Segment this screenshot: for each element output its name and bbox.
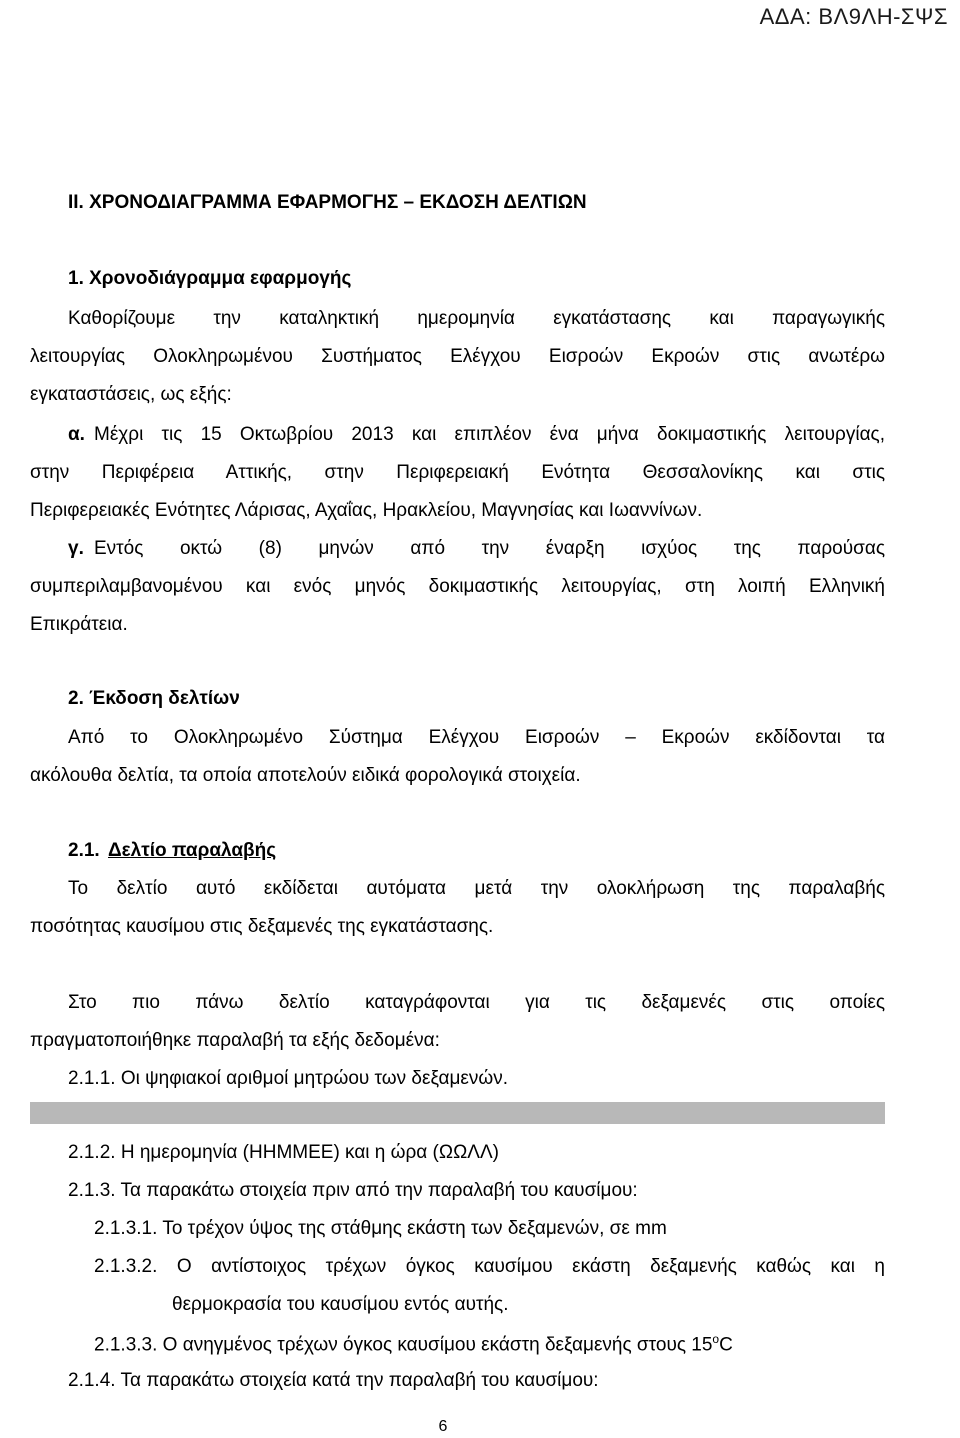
s21-body2-line-2: πραγματοποιήθηκε παραλαβή τα εξής δεδομένα:: [30, 1030, 440, 1051]
item-c-line-1: Εντός οκτώ (8) μηνών από την έναρξη ισχύος της παρούσας: [94, 538, 885, 559]
section-2-heading: 2. Έκδοση δελτίων: [68, 688, 240, 709]
item-c-line-3: Επικράτεια.: [30, 614, 128, 635]
section-1-heading: 1. Χρονοδιάγραμμα εφαρμογής: [68, 268, 352, 289]
s2-body-line-2: ακόλουθα δελτία, τα οποία αποτελούν ειδικά φορολογικά στοιχεία.: [30, 765, 581, 786]
section-2-1-heading: Δελτίο παραλαβής: [108, 840, 277, 861]
item-a-line-3: Περιφερειακές Ενότητες Λάρισας, Αχαΐας, Ηρακλείου, Μαγνησίας και Ιωαννίνων.: [30, 500, 703, 521]
item-a-line-2: στην Περιφέρεια Αττικής, στην Περιφερειακή Ενότητα Θεσσαλονίκης και στις: [30, 462, 885, 483]
item-a-label: α.: [68, 424, 85, 445]
s1-intro-line-3: εγκαταστάσεις, ως εξής:: [30, 384, 232, 405]
s21-body-line-2: ποσότητας καυσίμου στις δεξαμενές της εγκατάστασης.: [30, 916, 494, 937]
item-2-1-4: 2.1.4. Τα παρακάτω στοιχεία κατά την παραλαβή του καυσίμου:: [68, 1370, 599, 1391]
item-c-label: γ.: [68, 538, 84, 559]
item-2-1-3-2-line-2: θερμοκρασία του καυσίμου εντός αυτής.: [172, 1294, 509, 1315]
s21-body2-line-1: Στο πιο πάνω δελτίο καταγράφονται για τις δεξαμενές στις οποίες: [68, 992, 885, 1013]
item-2-1-3-1: 2.1.3.1. Το τρέχον ύψος της στάθμης εκάστη των δεξαμενών, σε mm: [94, 1218, 667, 1239]
section-2-1-number: 2.1.: [68, 840, 100, 861]
item-a-line-1: Μέχρι τις 15 Οκτωβρίου 2013 και επιπλέον ένα μήνα δοκιμαστικής λειτουργίας,: [94, 424, 885, 445]
section-title: ΙΙ. ΧΡΟΝΟΔΙΑΓΡΑΜΜΑ ΕΦΑΡΜΟΓΗΣ – ΕΚΔΟΣΗ ΔΕΛΤΙΩΝ: [68, 192, 587, 213]
item-2-1-1: 2.1.1. Οι ψηφιακοί αριθμοί μητρώου των δεξαμενών.: [68, 1068, 508, 1089]
celsius-unit: C: [719, 1334, 733, 1356]
item-2-1-3-2-line-1: 2.1.3.2. Ο αντίστοιχος τρέχων όγκος καυσίμου εκάστη δεξαμενής καθώς και η: [94, 1256, 885, 1277]
item-2-1-3-3: [94, 1332, 733, 1356]
item-2-1-3: 2.1.3. Τα παρακάτω στοιχεία πριν από την παραλαβή του καυσίμου:: [68, 1180, 638, 1201]
s21-body-line-1: Το δελτίο αυτό εκδίδεται αυτόματα μετά την ολοκλήρωση της παραλαβής: [68, 878, 885, 899]
gray-divider-bar: [30, 1102, 885, 1124]
item-c-line-2: συμπεριλαμβανομένου και ενός μηνός δοκιμαστικής λειτουργίας, στη λοιπή Ελληνική: [30, 576, 885, 597]
item-2-1-3-3-text: 2.1.3.3. Ο ανηγμένος τρέχων όγκος καυσίμου εκάστη δεξαμενής στους 15: [94, 1334, 713, 1356]
page-number: 6: [438, 1418, 448, 1435]
item-2-1-2: 2.1.2. Η ημερομηνία (ΗΗΜΜΕΕ) και η ώρα (ΩΩΛΛ): [68, 1142, 499, 1163]
s1-intro-line-1: Καθορίζουμε την καταληκτική ημερομηνία εγκατάστασης και παραγωγικής: [68, 308, 885, 329]
document-code: ΑΔΑ: ΒΛ9ΛΗ-ΣΨΣ: [759, 4, 948, 29]
s2-body-line-1: Από το Ολοκληρωμένο Σύστημα Ελέγχου Εισροών – Εκροών εκδίδονται τα: [68, 727, 885, 748]
degree-superscript: o: [712, 1332, 720, 1346]
s1-intro-line-2: λειτουργίας Ολοκληρωμένου Συστήματος Ελέγχου Εισροών Εκροών στις ανωτέρω: [30, 346, 885, 367]
